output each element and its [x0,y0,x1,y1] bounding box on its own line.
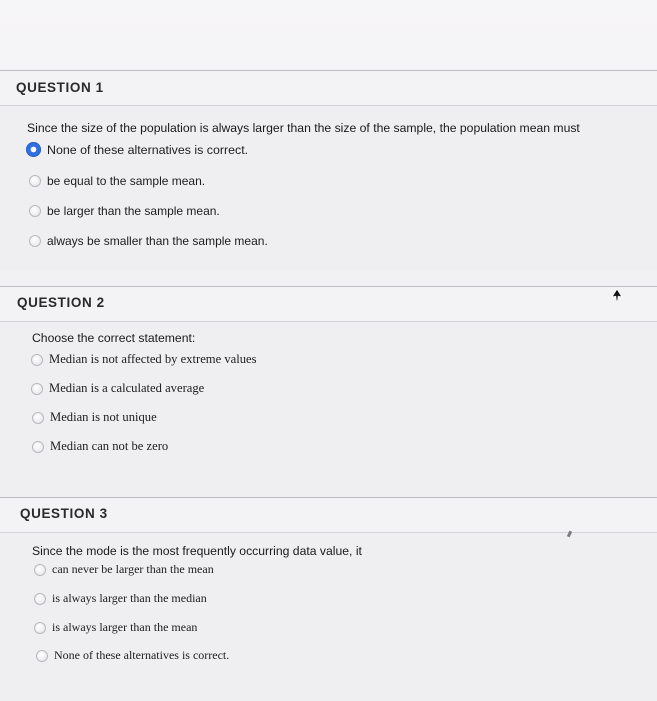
question-3-prompt: Since the mode is the most frequently occurring data value, it [32,544,362,558]
radio-unselected-icon[interactable] [34,622,46,634]
question-3-option-3[interactable] [34,620,197,635]
radio-unselected-icon[interactable] [36,650,48,662]
radio-unselected-icon[interactable] [29,235,41,247]
question-1-option-4[interactable] [29,234,268,248]
question-3-option-4-label: None of these alternatives is correct. [54,648,230,662]
question-1-option-2[interactable] [29,174,205,188]
question-1-prompt: Since the size of the population is always larger than the size of the sample, the population mean must [27,121,580,135]
question-2-option-3[interactable] [32,410,157,425]
radio-selected-icon[interactable] [26,142,41,157]
question-1-option-4-label: always be smaller than the sample mean. [47,234,268,248]
question-3-option-2-label: is always larger than the median [52,591,207,605]
question-3-title: QUESTION 3 [20,506,108,521]
question-2-option-1-label: Median is not affected by extreme values [49,352,257,366]
radio-unselected-icon[interactable] [34,593,46,605]
radio-unselected-icon[interactable] [34,564,46,576]
question-2-prompt: Choose the correct statement: [32,331,196,345]
question-3-option-1[interactable] [34,562,214,577]
radio-unselected-icon[interactable] [29,205,41,217]
pointer-cursor-icon [611,289,623,301]
question-2-option-2-label: Median is a calculated average [49,381,205,395]
radio-unselected-icon[interactable] [29,175,41,187]
radio-unselected-icon[interactable] [31,383,43,395]
question-1-option-3[interactable] [29,204,220,218]
question-3-option-4[interactable] [36,648,229,663]
question-3-option-2[interactable] [34,591,207,606]
question-3-option-3-label: is always larger than the mean [52,620,198,634]
question-2-option-1[interactable] [31,352,257,367]
question-2-option-3-label: Median is not unique [50,410,157,424]
radio-unselected-icon[interactable] [31,354,43,366]
radio-unselected-icon[interactable] [32,441,44,453]
question-1-option-2-label: be equal to the sample mean. [47,174,206,188]
question-3-option-1-label: can never be larger than the mean [52,562,214,576]
question-1-option-1[interactable] [26,142,248,157]
question-1-option-1-label: None of these alternatives is correct. [47,142,249,157]
question-2-title: QUESTION 2 [17,295,105,310]
question-2-option-4-label: Median can not be zero [50,439,169,453]
radio-unselected-icon[interactable] [32,412,44,424]
question-2-option-4[interactable] [32,439,168,454]
question-1-title: QUESTION 1 [16,80,104,95]
question-1-option-3-label: be larger than the sample mean. [47,204,220,218]
question-2-option-2[interactable] [31,381,204,396]
